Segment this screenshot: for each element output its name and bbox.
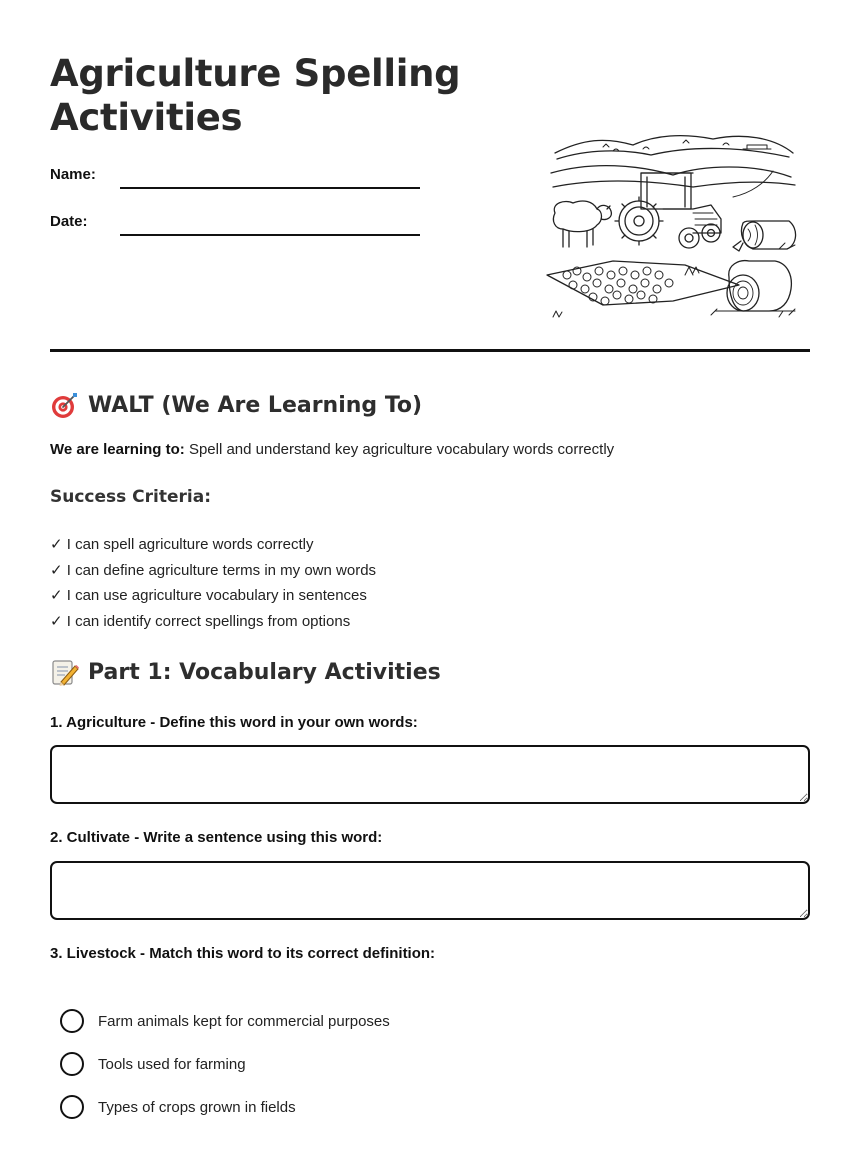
name-field-row (50, 164, 420, 194)
option-label: Farm animals kept for commercial purposes (98, 1012, 390, 1030)
option-label: Types of crops grown in fields (98, 1098, 296, 1116)
date-field-row (50, 211, 420, 241)
walt-heading (50, 390, 422, 420)
walt-text: Spell and understand key agriculture vocabulary words correctly (188, 441, 615, 458)
question-1-label: 1. Agriculture - Define this word in your own words: (50, 714, 418, 731)
question-2-answer-box[interactable] (50, 861, 810, 920)
walt-statement (50, 441, 614, 458)
question-3-option-1[interactable] (60, 1008, 390, 1034)
criteria-item: ✓ I can identify correct spellings from options (50, 612, 351, 630)
radio-button[interactable] (60, 1052, 84, 1076)
worksheet-title: Agriculture Spelling Activities (50, 52, 461, 139)
criteria-item: ✓ I can define agriculture terms in my own words (50, 561, 377, 579)
header-divider (50, 349, 810, 352)
part1-heading (50, 657, 441, 687)
success-criteria-title: Success Criteria: (50, 487, 212, 507)
walt-lead: We are learning to: (50, 441, 185, 458)
question-1-answer-box[interactable] (50, 745, 810, 804)
memo-pencil-icon (50, 657, 80, 687)
question-3-label: 3. Livestock - Match this word to its correct definition: (50, 945, 436, 962)
question-3-option-2[interactable] (60, 1051, 246, 1077)
question-3-option-3[interactable] (60, 1094, 296, 1120)
farm-scene-illustration (543, 125, 808, 325)
name-input[interactable] (120, 187, 420, 189)
walt-heading-text: WALT (We Are Learning To) (88, 392, 423, 418)
part1-heading-text: Part 1: Vocabulary Activities (88, 659, 441, 685)
radio-button[interactable] (60, 1009, 84, 1033)
target-icon (50, 390, 80, 420)
criteria-item: ✓ I can spell agriculture words correctly (50, 536, 314, 553)
option-label: Tools used for farming (98, 1055, 246, 1073)
date-label: Date: (50, 213, 88, 230)
radio-button[interactable] (60, 1095, 84, 1119)
criteria-item: ✓ I can use agriculture vocabulary in sentences (50, 587, 367, 604)
worksheet-header (50, 0, 810, 352)
success-criteria-list (50, 532, 376, 634)
date-input[interactable] (120, 234, 420, 236)
name-label: Name: (50, 166, 96, 183)
question-2-label: 2. Cultivate - Write a sentence using this word: (50, 829, 383, 846)
